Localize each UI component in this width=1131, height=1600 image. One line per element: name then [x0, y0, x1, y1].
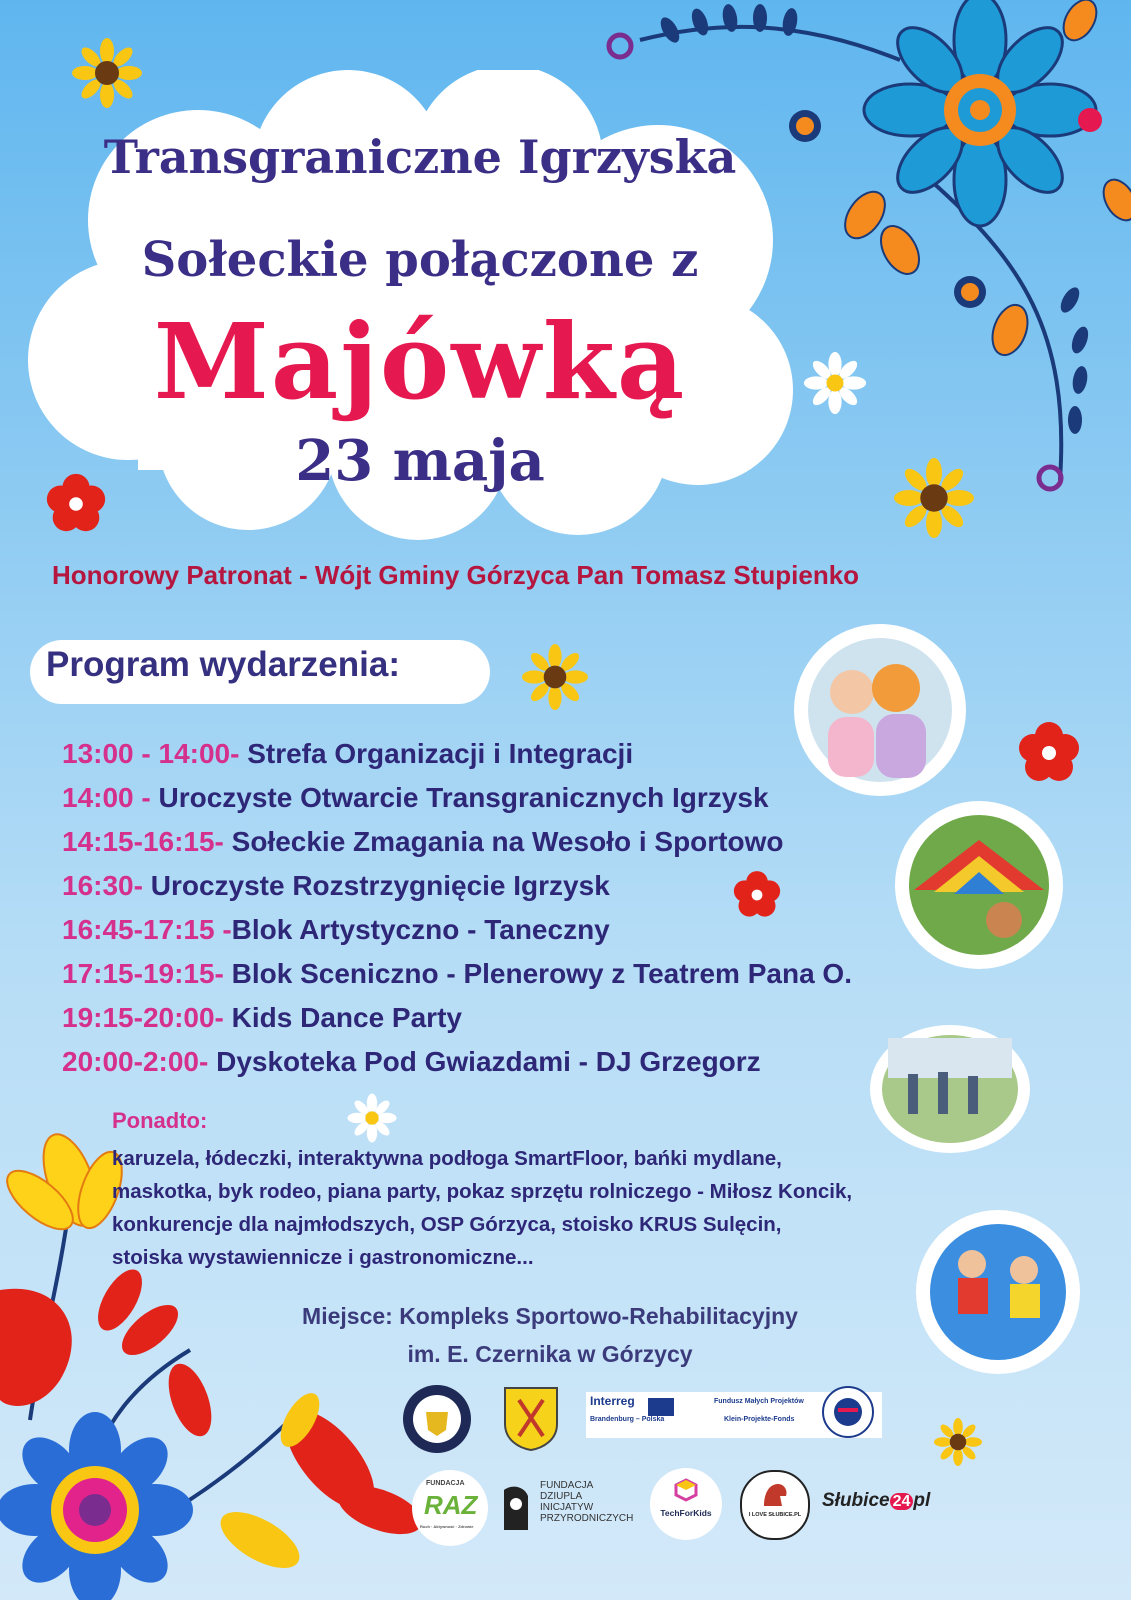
schedule-time: 14:00 - [62, 782, 151, 813]
i-love-slubice-label: I LOVE SŁUBICE.PL [748, 1512, 802, 1518]
program-heading: Program wydarzenia: [46, 645, 400, 684]
techforkids-cube-icon [674, 1478, 698, 1502]
photo-face-painted-kids [792, 622, 968, 798]
extras-heading: Ponadto: [112, 1108, 208, 1133]
honorary-patronage: Honorowy Patronat - Wójt Gminy Górzyca Pan Tomasz Stupienko [52, 560, 860, 590]
schedule-event: Dyskoteka Pod Gwiazdami - DJ Grzegorz [208, 1046, 761, 1077]
fundacja-dziupla-logo [500, 1478, 640, 1538]
schedule-event: Uroczyste Otwarcie Transgranicznych Igrzysk [150, 782, 769, 813]
rooster-icon [760, 1480, 790, 1508]
schedule-event: Blok Artystyczno - Taneczny [231, 914, 610, 945]
venue-line-1: Miejsce: Kompleks Sportowo-Rehabilitacyjny [302, 1303, 798, 1329]
extras-line: konkurencje dla najmłodszych, OSP Górzyca, stoisko KRUS Sulęcin, [112, 1213, 782, 1236]
dziupla-bird-icon [500, 1482, 530, 1532]
schedule-time: 13:00 - 14:00- [62, 738, 240, 769]
schedule-event: Sołeckie Zmagania na Wesoło i Sportowo [223, 826, 784, 857]
slubice24-number: 24 [890, 1493, 914, 1510]
schedule-item [62, 820, 942, 864]
dziupla-text-1: FUNDACJA [540, 1480, 594, 1491]
interreg-label: Interreg [590, 1394, 635, 1408]
sports-club-logo [402, 1384, 472, 1454]
sunflower-icon [894, 458, 974, 538]
techforkids-label: TechForKids [660, 1508, 712, 1518]
eu-flag-icon [648, 1398, 674, 1416]
photo-parachute-game [894, 800, 1064, 970]
schedule-time: 14:15-16:15- [62, 826, 224, 857]
fundacja-raz-name: RAZ [424, 1490, 478, 1520]
schedule-time: 16:30- [62, 870, 143, 901]
schedule-item [62, 908, 942, 952]
fundacja-raz-top: FUNDACJA [426, 1480, 465, 1487]
techforkids-logo [650, 1468, 722, 1540]
schedule-event: Strefa Organizacji i Integracji [239, 738, 634, 769]
dziupla-text-4: PRZYRODNICZYCH [540, 1513, 634, 1524]
schedule-item [62, 952, 942, 996]
fund-label-de: Klein-Projekte-Fonds [724, 1416, 795, 1423]
event-date: 23 maja [295, 428, 545, 494]
extras-line: stoiska wystawiennicze i gastronomiczne... [112, 1246, 534, 1269]
euroregion-logo [822, 1386, 874, 1438]
schedule-event: Kids Dance Party [223, 1002, 462, 1033]
fundacja-raz-logo [412, 1470, 488, 1546]
interreg-sublabel: Brandenburg – Polska [590, 1416, 665, 1423]
venue [200, 1297, 900, 1373]
extras-list [112, 1142, 942, 1274]
schedule-item [62, 996, 942, 1040]
i-love-slubice-logo [740, 1470, 810, 1540]
schedule-time: 17:15-19:15- [62, 958, 224, 989]
fund-label-pl: Fundusz Małych Projektów [714, 1398, 804, 1405]
slubice24-text-c: pl [913, 1490, 931, 1511]
schedule-event: Blok Sceniczno - Plenerowy z Teatrem Pana O. [223, 958, 852, 989]
dziupla-text-2: DZIUPLA [540, 1491, 583, 1502]
sunflower-icon [934, 1418, 982, 1466]
gmina-coat-of-arms-logo [503, 1386, 559, 1452]
photo-tug-of-war [868, 1024, 1032, 1154]
schedule-item [62, 1040, 942, 1084]
title-line-1: Transgraniczne Igrzyska [103, 130, 737, 184]
schedule-time: 16:45-17:15 - [62, 914, 232, 945]
dziupla-text-3: INICJATYW [540, 1502, 594, 1513]
sunflower-icon [522, 644, 588, 710]
red-flower-icon [1014, 718, 1084, 788]
schedule-event: Uroczyste Rozstrzygnięcie Igrzysk [142, 870, 610, 901]
slubice24-text-a: Słubice [822, 1490, 890, 1511]
title-main: Majówką [153, 300, 687, 423]
schedule-time: 20:00-2:00- [62, 1046, 209, 1077]
extras-line: karuzela, łódeczki, interaktywna podłoga SmartFloor, bańki mydlane, [112, 1147, 782, 1170]
extras-line: maskotka, byk rodeo, piana party, pokaz sprzętu rolniczego - Miłosz Koncik, [112, 1180, 853, 1203]
title-line-2: Sołeckie połączone z [141, 232, 699, 288]
venue-line-2: im. E. Czernika w Górzycy [407, 1341, 693, 1367]
schedule-time: 19:15-20:00- [62, 1002, 224, 1033]
schedule-item [62, 864, 942, 908]
daisy-icon [346, 1092, 398, 1144]
slubice24-logo [822, 1490, 962, 1520]
fundacja-raz-tagline: Ruch · Aktywność · Zdrowie [420, 1524, 474, 1529]
daisy-icon [802, 350, 868, 416]
